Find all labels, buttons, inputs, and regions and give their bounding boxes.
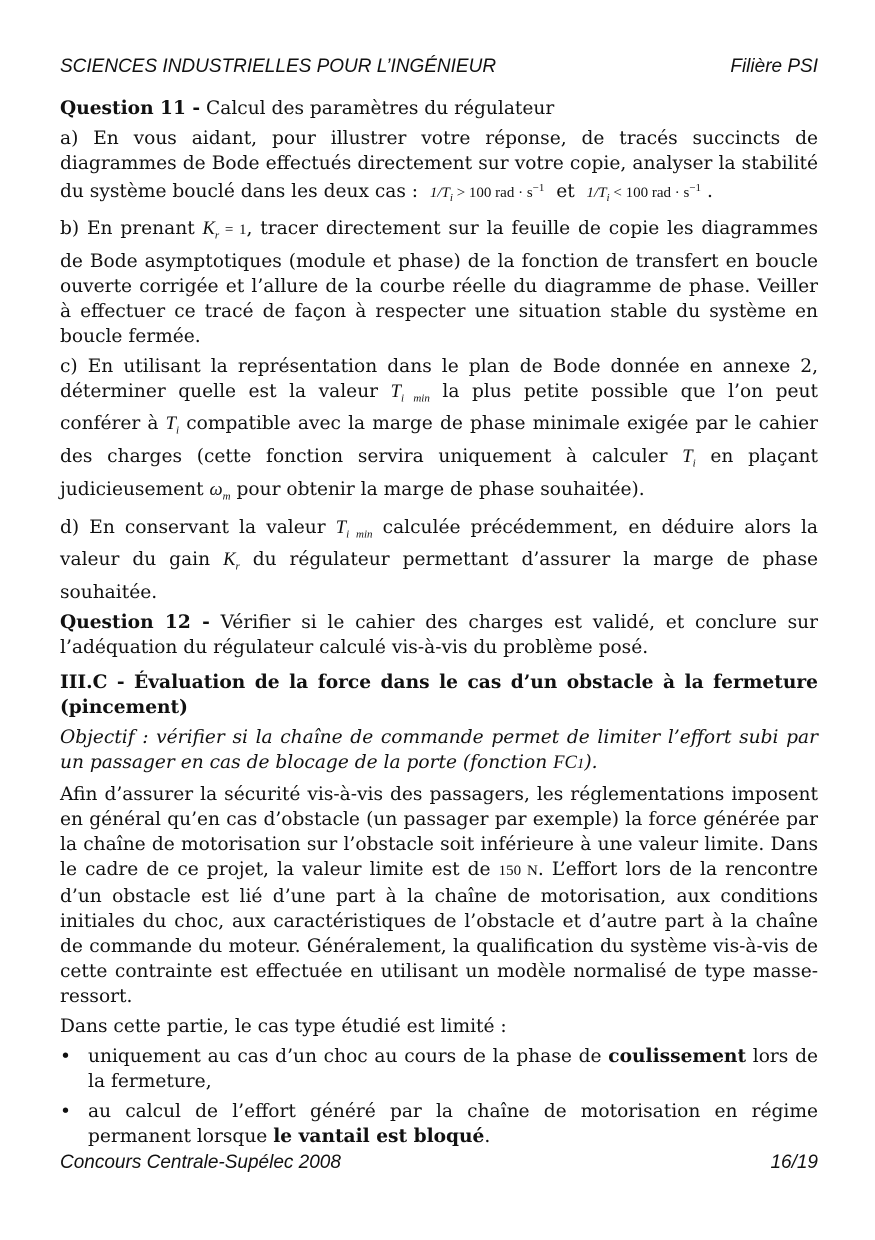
footer-exam: Concours Centrale-Supélec 2008 [60, 1152, 341, 1173]
question-12: Question 12 - Vérifier si le cahier des charges est validé, et conclure sur l’adéquation du régulateur calculé vis-à-vis du problème posé. [60, 612, 819, 659]
question-11-heading [60, 96, 818, 121]
page-footer [60, 1152, 818, 1174]
question-11-b: b) En prenant $K_r = 1$, tracer directement sur la feuille de copie les diagrammes de Bode asymptotiques (module et phase) de la fonction de transfert en boucle ouverte corrigée et l’allure de la courbe réelle du diagramme de phase. Veiller à effectuer ce tracé de façon à respecter une situation stable du système en boucle fermée. [60, 218, 818, 347]
section-paragraph-1: Afin d’assurer la sécurité vis-à-vis des passagers, les réglementations imposent en général qu’en cas d’obstacle (un passager par exemple) la force générée par la chaîne de motorisation sur l’obstacle soit inférieure à une valeur limite. Dans le cadre de ce projet, la valeur limite est de 150 N. L’effort lors de la rencontre d’un obstacle est lié d’une part à la chaîne de motorisation, aux conditions initiales du choc, aux caractéristiques de l’obstacle et d’autre part à la chaîne de commande du moteur. Généralement, la qualification du système vis-à-vis de cette contrainte est effectuée en utilisant un modèle normalisé de type masse-ressort. [60, 784, 818, 1008]
question-11-c: c) En utilisant la représentation dans le plan de Bode donnée en annexe 2, déterminer quelle est la valeur $T_{i min}$ la plus petite possible que l’on peut conférer à $T_i$ compatible avec la marge de phase minimale exigée par le cahier des charges (cette fonction servira uniquement à calculer $T_i$ en plaçant judicieusement $\omega_m$ pour obtenir la marge de phase souhaitée). [60, 355, 818, 503]
question-11-label: Question 11 - [60, 98, 201, 119]
header-track: Filière PSI [730, 56, 818, 77]
list-item: • au calcul de l’effort généré par la chaîne de motorisation en régime permanent lorsque le vantail est bloqué. [60, 1101, 818, 1148]
footer-page-number: 16/19 [770, 1152, 818, 1173]
section-title: III.C - Évaluation de la force dans le cas d’un obstacle à la fermeture (pincement) [60, 672, 818, 719]
page-header [60, 56, 818, 78]
section-objective: Objectif : vérifier si la chaîne de commande permet de limiter l’effort subi par un passager en cas de blocage de la porte (fonction FC1). [60, 727, 818, 774]
question-11-title: Calcul des paramètres du régulateur [200, 98, 555, 119]
question-11-a: a) En vous aidant, pour illustrer votre réponse, de tracés succincts de diagrammes de Bode effectués directement sur votre copie, analyser la stabilité du système bouclé dans les deux cas : $1/T_i > 100$ rad · $s^{-1}$ et $1/T_i < 100$ rad · $s^{-1}$ . [60, 128, 818, 204]
header-subject: SCIENCES INDUSTRIELLES POUR L’INGÉNIEUR [60, 56, 497, 77]
conditions-list [60, 1044, 818, 1149]
page-content [60, 96, 818, 1154]
question-12-label: Question 12 - [60, 612, 210, 634]
question-11-d: d) En conservant la valeur $T_{i min}$ calculée précédemment, en déduire alors la valeur du gain $K_r$ du régulateur permettant d’assurer la marge de phase souhaitée. [60, 516, 818, 604]
section-paragraph-2: Dans cette partie, le cas type étudié est limité : [60, 1016, 507, 1038]
list-item: • uniquement au cas d’un choc au cours de la phase de coulissement lors de la fermeture, [60, 1046, 818, 1093]
